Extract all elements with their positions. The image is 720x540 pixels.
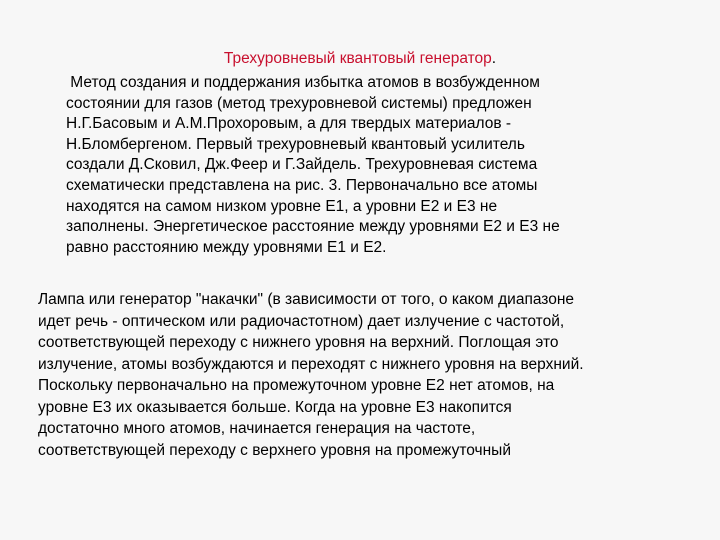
paragraph-line: создали Д.Сковил, Дж.Феер и Г.Зайдель. Трехуровневая система: [66, 156, 538, 174]
paragraph-line: излучение, атомы возбуждаются и переходят с нижнего уровня на верхний.: [38, 355, 584, 373]
paragraph-line: Н.Бломбергеном. Первый трехуровневый квантовый усилитель: [66, 135, 525, 153]
paragraph-1: [66, 73, 560, 258]
paragraph-line: находятся на самом низком уровне Е1, а уровни Е2 и Е3 не: [66, 197, 498, 215]
paragraph-line: идет речь - оптическом или радиочастотном) дает излучение с частотой,: [38, 312, 565, 330]
paragraph-line: соответствующей переходу с нижнего уровня на верхний. Поглощая это: [38, 334, 559, 351]
paragraph-line: Лампа или генератор "накачки" (в зависимости от того, о каком диапазоне: [38, 291, 575, 308]
paragraph-line: схематически представлена на рис. 3. Первоначально все атомы: [66, 176, 538, 194]
paragraph-line: Поскольку первоначально на промежуточном уровне Е2 нет атомов, на: [38, 377, 555, 394]
paragraph-line: равно расстоянию между уровнями Е1 и Е2.: [66, 238, 387, 256]
slide-title-period: .: [491, 50, 497, 67]
paragraph-line: Метод создания и поддержания избытка атомов в возбужденном: [66, 74, 540, 91]
paragraph-line: достаточно много атомов, начинается генерация на частоте,: [38, 420, 476, 437]
slide-title-text: Трехуровневый квантовый генератор: [223, 50, 492, 67]
paragraph-line: заполнены. Энергетическое расстояние между уровнями Е2 и Е3 не: [66, 218, 560, 236]
paragraph-line: уровне Е3 их оказывается больше. Когда на уровне Е3 накопится: [38, 398, 512, 416]
paragraph-line: состоянии для газов (метод трехуровневой системы) предложен: [66, 94, 532, 112]
paragraph-2: [38, 289, 584, 461]
paragraph-line: Н.Г.Басовым и А.М.Прохоровым, а для твердых материалов -: [66, 115, 512, 133]
slide-title: [0, 50, 720, 68]
paragraph-line: соответствующей переходу с верхнего уровня на промежуточный: [38, 441, 511, 459]
